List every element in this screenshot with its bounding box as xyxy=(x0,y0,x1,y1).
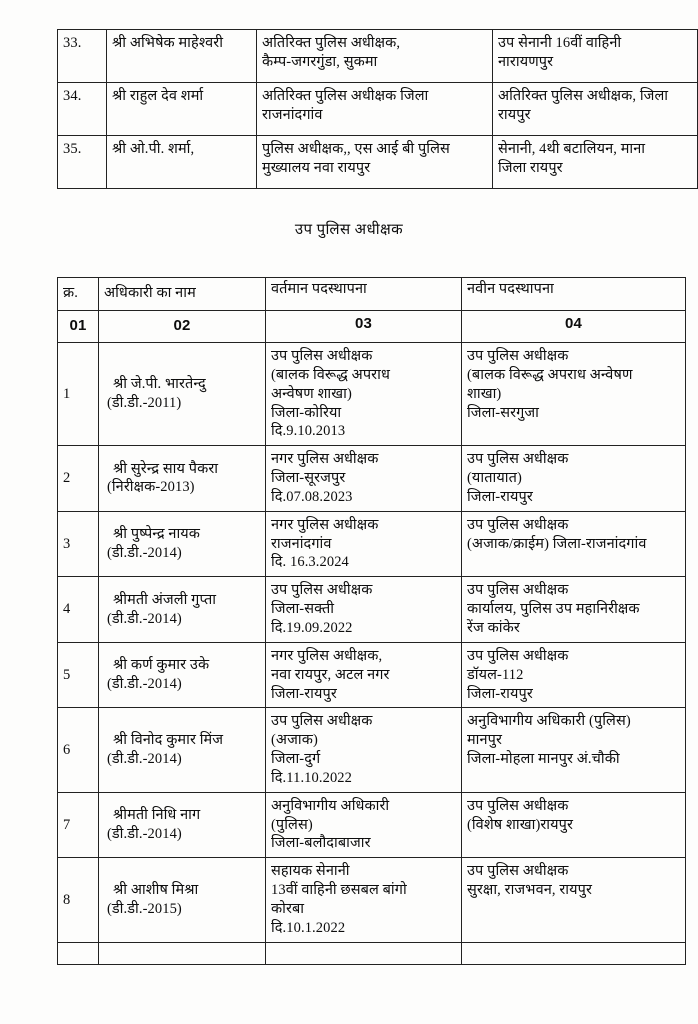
current-posting-cell xyxy=(266,792,462,858)
current-posting-line: अतिरिक्त पुलिस अधीक्षक, xyxy=(262,35,401,51)
new-posting-line: उप पुलिस अधीक्षक xyxy=(467,451,569,468)
new-posting-cell xyxy=(493,83,698,136)
row-serial-number: 7 xyxy=(58,792,99,858)
officer-batch: (डी.डी.-2014) xyxy=(107,610,182,627)
current-posting-cell xyxy=(266,577,462,643)
new-posting-cell xyxy=(462,577,686,643)
current-posting-line: कोरबा xyxy=(271,900,305,917)
new-posting-cell-partial xyxy=(462,942,686,964)
officer-batch: (डी.डी.-2011) xyxy=(107,395,182,412)
current-posting-line: अन्वेषण शाखा) xyxy=(271,385,352,402)
officer-name-line: श्री ओ.पी. शर्मा, xyxy=(112,141,195,157)
officer-name-cell xyxy=(99,792,266,858)
new-posting-cell xyxy=(462,642,686,708)
current-posting-line: कैम्प-जगरगुंडा, सुकमा xyxy=(262,53,378,70)
current-posting-line: (बालक विरूद्ध अपराध xyxy=(271,366,390,383)
officer-name-cell xyxy=(107,136,257,189)
officer-batch: (डी.डी.-2014) xyxy=(107,751,182,768)
table-row xyxy=(58,511,686,577)
current-posting-line: दि.19.09.2022 xyxy=(271,619,353,636)
column-number-row xyxy=(58,311,686,343)
row-serial-number: 8 xyxy=(58,858,99,942)
current-posting-cell xyxy=(266,511,462,577)
new-posting-cell xyxy=(462,511,686,577)
continuation-table-body xyxy=(58,30,698,189)
new-posting-cell xyxy=(462,708,686,792)
current-posting-line: अतिरिक्त पुलिस अधीक्षक जिला xyxy=(262,88,429,104)
current-posting-cell xyxy=(257,136,493,189)
column-header-name: अधिकारी का नाम xyxy=(99,278,266,311)
officer-name-cell xyxy=(99,511,266,577)
current-posting-line: नगर पुलिस अधीक्षक xyxy=(271,516,379,533)
current-posting-line: जिला-सूरजपुर xyxy=(271,470,346,487)
new-posting-line: (विशेष शाखा)रायपुर xyxy=(467,816,574,833)
new-posting-line: रायपुर xyxy=(498,106,531,123)
row-serial-number: 6 xyxy=(58,708,99,792)
new-posting-line: उप पुलिस अधीक्षक xyxy=(467,582,569,599)
table-row xyxy=(58,136,698,189)
current-posting-cell xyxy=(266,642,462,708)
new-posting-cell xyxy=(462,858,686,942)
new-posting-line: जिला-मोहला मानपुर अं.चौकी xyxy=(467,751,620,768)
current-posting-line: जिला-दुर्ग xyxy=(271,751,321,768)
new-posting-line: रेंज कांकेर xyxy=(467,619,520,636)
current-posting-line: सहायक सेनानी xyxy=(271,863,350,880)
officer-name-cell xyxy=(99,577,266,643)
current-posting-line: जिला-रायपुर xyxy=(271,685,337,702)
current-posting-line: उप पुलिस अधीक्षक xyxy=(271,582,373,599)
new-posting-line: डॉयल-112 xyxy=(467,666,524,683)
current-posting-cell xyxy=(266,858,462,942)
new-posting-cell xyxy=(493,30,698,83)
current-posting-line: दि.10.1.2022 xyxy=(271,919,346,936)
current-posting-cell xyxy=(257,30,493,83)
column-header-current: वर्तमान पदस्थापना xyxy=(266,278,462,311)
new-posting-line: सुरक्षा, राजभवन, रायपुर xyxy=(467,882,592,899)
current-posting-line: दि.07.08.2023 xyxy=(271,488,353,505)
table-row xyxy=(58,83,698,136)
officer-batch: (डी.डी.-2014) xyxy=(107,676,182,693)
column-number-01: 01 xyxy=(58,311,99,343)
new-posting-line: जिला-सरगुजा xyxy=(467,404,540,421)
current-posting-line: (पुलिस) xyxy=(271,816,313,833)
column-header-serial: क्र. xyxy=(58,278,99,311)
row-serial-number: 2 xyxy=(58,446,99,512)
table-row-partial xyxy=(58,942,686,964)
officer-name: श्री कर्ण कुमार उके xyxy=(113,657,210,674)
new-posting-line: उप पुलिस अधीक्षक xyxy=(467,863,569,880)
officer-batch: (डी.डी.-2014) xyxy=(107,545,182,562)
current-posting-line: नगर पुलिस अधीक्षक xyxy=(271,451,379,468)
column-number-02: 02 xyxy=(99,311,266,343)
officer-name-cell-partial xyxy=(99,942,266,964)
current-posting-line: 13वीं वाहिनी छसबल बांगो xyxy=(271,882,407,899)
current-posting-line: मुख्यालय नवा रायपुर xyxy=(262,159,371,176)
officer-name: श्री आशीष मिश्रा xyxy=(113,882,199,899)
new-posting-line: (बालक विरूद्ध अपराध अन्वेषण xyxy=(467,366,633,383)
current-posting-line: दि.11.10.2022 xyxy=(271,769,352,786)
row-serial-number: 33. xyxy=(58,30,107,83)
new-posting-cell xyxy=(462,343,686,446)
officer-transfer-table xyxy=(57,277,686,965)
officer-name-line: श्री राहुल देव शर्मा xyxy=(112,88,204,104)
current-posting-cell-partial xyxy=(266,942,462,964)
new-posting-line: अतिरिक्त पुलिस अधीक्षक, जिला xyxy=(498,88,669,104)
officer-name: श्री पुष्पेन्द्र नायक xyxy=(113,526,201,543)
continuation-table xyxy=(57,29,698,189)
row-serial-number: 1 xyxy=(58,343,99,446)
current-posting-line: पुलिस अधीक्षक,, एस आई बी पुलिस xyxy=(262,141,450,157)
officer-name-cell xyxy=(99,446,266,512)
officer-batch: (डी.डी.-2014) xyxy=(107,825,182,842)
new-posting-cell xyxy=(462,446,686,512)
new-posting-line: शाखा) xyxy=(467,385,502,402)
officer-name-cell xyxy=(99,858,266,942)
table-row xyxy=(58,708,686,792)
current-posting-line: नवा रायपुर, अटल नगर xyxy=(271,666,390,683)
new-posting-line: उप पुलिस अधीक्षक xyxy=(467,797,569,814)
officer-name: श्रीमती अंजली गुप्ता xyxy=(113,591,217,608)
row-serial-number-partial xyxy=(58,942,99,964)
current-posting-line: अनुविभागीय अधिकारी xyxy=(271,797,390,814)
table-row xyxy=(58,858,686,942)
new-posting-line: (अजाक/क्राईम) जिला-राजनांदगांव xyxy=(467,535,647,552)
new-posting-line: कार्यालय, पुलिस उप महानिरीक्षक xyxy=(467,601,640,618)
table-row xyxy=(58,792,686,858)
current-posting-line: दि. 16.3.2024 xyxy=(271,554,349,571)
row-serial-number: 34. xyxy=(58,83,107,136)
row-serial-number: 35. xyxy=(58,136,107,189)
new-posting-line: अनुविभागीय अधिकारी (पुलिस) xyxy=(467,713,631,730)
new-posting-line: जिला-रायपुर xyxy=(467,685,533,702)
column-number-03: 03 xyxy=(266,311,462,343)
officer-batch: (निरीक्षक-2013) xyxy=(107,479,195,496)
new-posting-line: उप पुलिस अधीक्षक xyxy=(467,348,569,364)
current-posting-line: दि.9.10.2013 xyxy=(271,423,346,440)
officer-name-line: श्री अभिषेक माहेश्वरी xyxy=(112,35,224,51)
row-serial-number: 4 xyxy=(58,577,99,643)
officer-name: श्री जे.पी. भारतेन्दु xyxy=(113,376,206,393)
current-posting-line: राजनांदगांव xyxy=(271,535,332,552)
table-row xyxy=(58,642,686,708)
new-posting-line: सेनानी, 4थी बटालियन, माना xyxy=(498,141,646,157)
current-posting-line: जिला-बलौदाबाजार xyxy=(271,835,371,852)
current-posting-line: उप पुलिस अधीक्षक xyxy=(271,713,373,730)
row-serial-number: 3 xyxy=(58,511,99,577)
officer-name-cell xyxy=(99,708,266,792)
current-posting-cell xyxy=(266,708,462,792)
table-header-row xyxy=(58,278,686,311)
table-row xyxy=(58,446,686,512)
current-posting-line: उप पुलिस अधीक्षक xyxy=(271,348,373,364)
new-posting-line: (यातायात) xyxy=(467,470,522,487)
column-number-04: 04 xyxy=(462,311,686,343)
section-heading: उप पुलिस अधीक्षक xyxy=(294,222,404,238)
current-posting-line: राजनांदगांव xyxy=(262,106,323,123)
new-posting-cell xyxy=(493,136,698,189)
main-table-body xyxy=(58,278,686,965)
officer-name-cell xyxy=(99,343,266,446)
officer-name-cell xyxy=(107,83,257,136)
new-posting-cell xyxy=(462,792,686,858)
continuation-table-container xyxy=(57,29,669,189)
officer-name: श्री सुरेन्द्र साय पैकरा xyxy=(113,460,219,477)
current-posting-cell xyxy=(266,343,462,446)
new-posting-line: उप पुलिस अधीक्षक xyxy=(467,647,569,664)
current-posting-cell xyxy=(266,446,462,512)
current-posting-cell xyxy=(257,83,493,136)
table-row xyxy=(58,577,686,643)
current-posting-line: नगर पुलिस अधीक्षक, xyxy=(271,647,383,664)
main-table-container xyxy=(57,277,651,965)
new-posting-line: उप सेनानी 16वीं वाहिनी xyxy=(498,35,622,51)
current-posting-line: (अजाक) xyxy=(271,732,318,749)
column-header-new: नवीन पदस्थापना xyxy=(462,278,686,311)
new-posting-line: जिला-रायपुर xyxy=(467,488,533,505)
current-posting-line: जिला-कोरिया xyxy=(271,404,342,421)
new-posting-line: मानपुर xyxy=(467,732,503,749)
officer-batch: (डी.डी.-2015) xyxy=(107,900,182,917)
current-posting-line: जिला-सक्ती xyxy=(271,601,335,618)
officer-name: श्रीमती निधि नाग xyxy=(113,807,201,824)
table-row xyxy=(58,30,698,83)
officer-name-cell xyxy=(107,30,257,83)
new-posting-line: जिला रायपुर xyxy=(498,159,563,176)
new-posting-line: नारायणपुर xyxy=(498,53,554,70)
row-serial-number: 5 xyxy=(58,642,99,708)
new-posting-line: उप पुलिस अधीक्षक xyxy=(467,516,569,533)
table-row xyxy=(58,343,686,446)
officer-name: श्री विनोद कुमार मिंज xyxy=(113,732,224,749)
officer-name-cell xyxy=(99,642,266,708)
